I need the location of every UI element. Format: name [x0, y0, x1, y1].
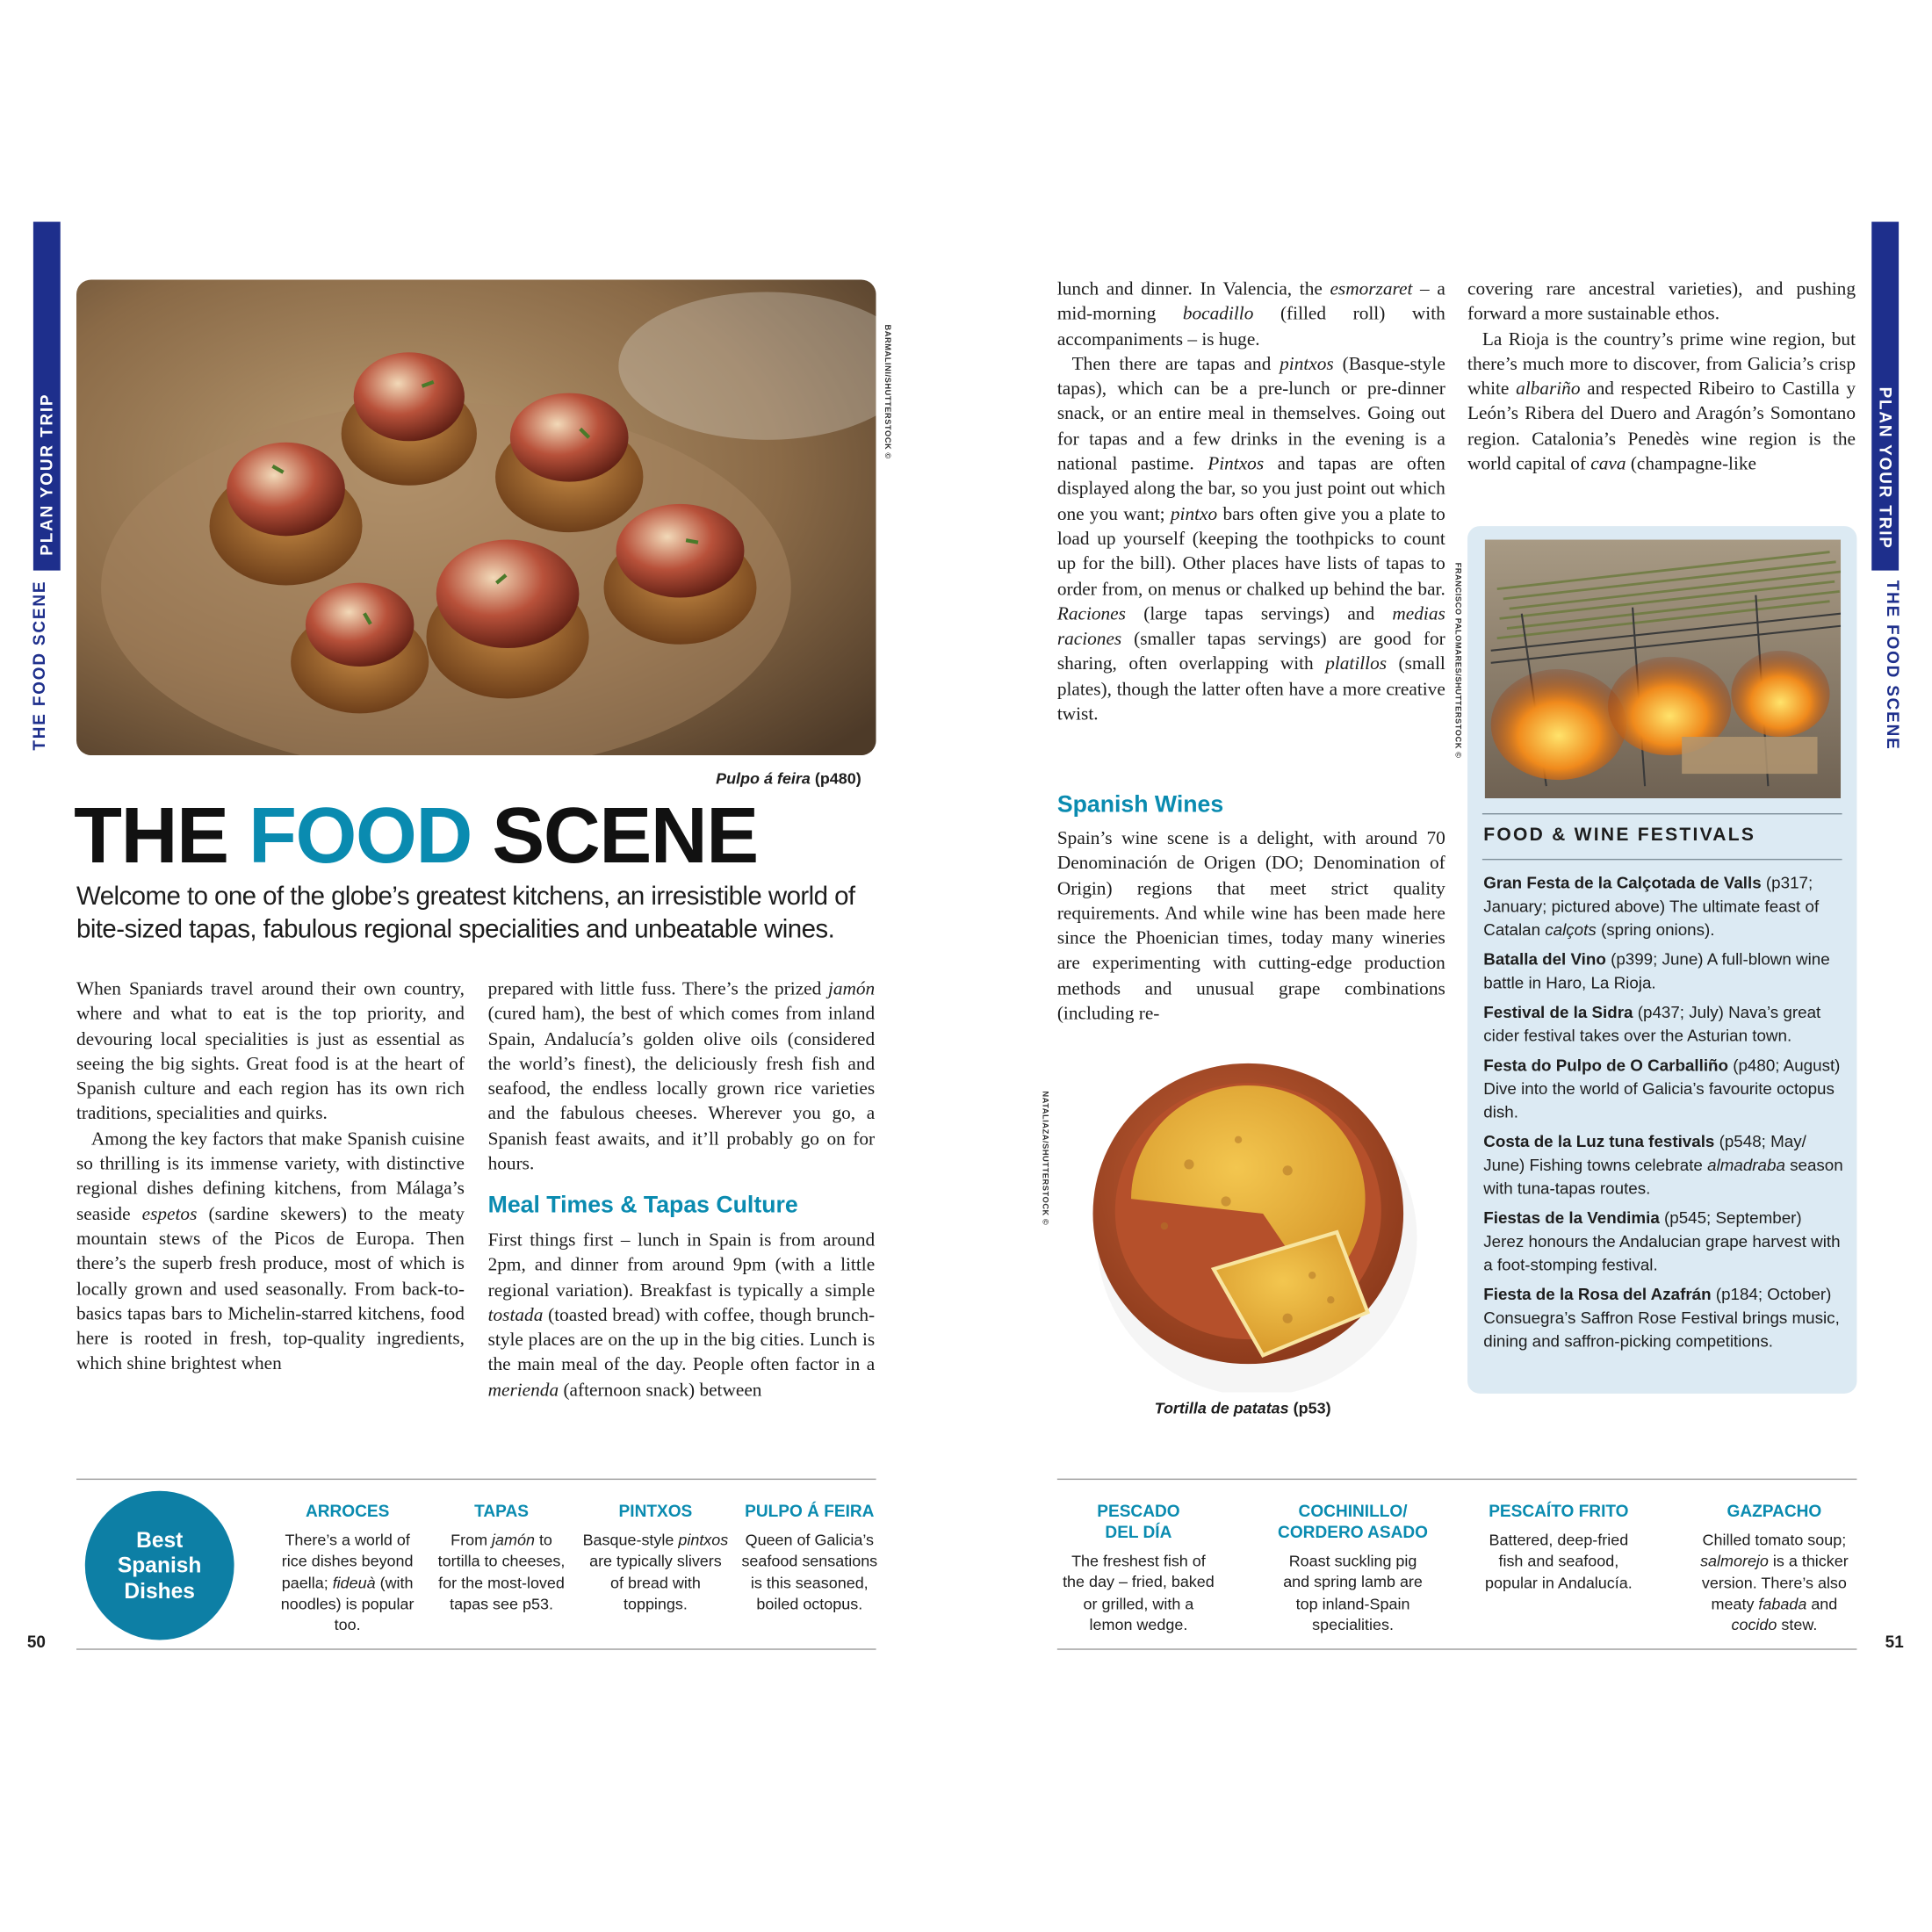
col2-p2a: First things first – lunch in Spain is from around 2pm, and dinner from around 9pm (with a little regional variation). Breakfast is typically a simple	[487, 1229, 876, 1301]
col3-p1a: lunch and dinner. In Valencia, the	[1056, 278, 1330, 299]
dish-desc-part: to tortilla to cheeses, for the most-loved tapas see p53.	[437, 1530, 566, 1613]
col3-p2-i6: platillos	[1325, 653, 1388, 675]
page-number-left: 50	[26, 1633, 46, 1652]
dish-desc-part: stew.	[1777, 1615, 1818, 1634]
col2-para-1	[488, 977, 876, 1178]
col3-para-1	[1057, 278, 1445, 352]
festival-item	[1483, 948, 1843, 994]
col4-p2-i2: cava	[1590, 453, 1626, 475]
title-part-2: FOOD	[249, 790, 472, 880]
festival-name: Batalla del Vino	[1483, 949, 1606, 969]
octopus-photo-art	[76, 279, 876, 755]
spanish-wines-subhead: Spanish Wines	[1056, 792, 1224, 818]
col3-para-3: Spain’s wine scene is a delight, with around 70 Denominación de Origen (DO; Denomination of Origin) regions that meet strict quality requirements. And while wine has been made here since the Phoenician times, today many wineries are experimenting with cutting-edge production methods and unusual grape combinations (including re-	[1056, 827, 1445, 1025]
left-tab-label: PLAN YOUR TRIP	[37, 393, 56, 556]
right-tab-label: PLAN YOUR TRIP	[1876, 386, 1895, 550]
calcotada-photo	[1485, 540, 1841, 799]
title-part-1: THE	[74, 790, 249, 880]
col3-p2f: (smaller tapas servings) are good for sharing, often overlapping with	[1056, 628, 1445, 675]
dish-desc-italic: salmorejo	[1700, 1551, 1769, 1570]
col3-p2c: and tapas are often displayed along the bar, so you just point out which one you want;	[1056, 453, 1445, 525]
col1-p2b: (sardine skewers) to the meaty mountain stews of the Picos de Europa. Then there’s the superb fresh produce, most of which is locally grown and used seasonally. From back-to-basics tapas bars to Michelin-starred kitchens, food here is rooted in fresh, top-quality ingredients, which shine brightest when	[76, 1203, 465, 1375]
col3-p2a: Then there are tapas and	[1071, 353, 1280, 375]
dish-desc-part: From	[451, 1530, 493, 1549]
dish-desc-italic: jamón	[492, 1530, 535, 1549]
dish-name: PESCAÍTO FRITO	[1489, 1502, 1629, 1521]
dish-desc-italic: cocido	[1731, 1615, 1777, 1634]
intro-text: Welcome to one of the globe’s greatest kitchens, an irresistible world of bite-sized tapas, fabulous regional specialities and unbeatable wines.	[76, 882, 855, 944]
dish-desc-part: and	[1806, 1594, 1838, 1613]
dish-gazpacho	[1696, 1501, 1854, 1636]
tortilla-photo-art	[1078, 1054, 1436, 1393]
col3-p2g: (small plates), though the latter often have a more creative twist.	[1056, 653, 1445, 725]
col2-para-2	[488, 1229, 876, 1403]
hero-photo-credit: BARMALINI/SHUTTERSTOCK ©	[883, 324, 892, 459]
hero-caption-ref: (p480)	[810, 768, 861, 788]
tortilla-photo	[1078, 1054, 1436, 1393]
dish-pintxos	[581, 1501, 729, 1614]
dish-name: GAZPACHO	[1727, 1502, 1822, 1521]
col3-p2-i1: pintxos	[1280, 353, 1334, 375]
festivals-rule-bottom	[1482, 859, 1842, 860]
dish-desc: Roast suckling pig and spring lamb are top inland-Spain specialities.	[1283, 1551, 1423, 1634]
dish-desc: The freshest fish of the day – fried, baked or grilled, with a lemon wedge.	[1063, 1551, 1215, 1634]
col2-p1b: (cured ham), the best of which comes from inland Spain, Andalucía’s golden olive oils (considered the world’s finest), the deliciously fresh fish and seafood, the endless locally grown rice varieties and the fabulous cheeses. Wherever you go, a Spanish feast awaits, and it’ll probably go on for hours.	[487, 1003, 876, 1175]
festival-desc: (p184; October) Consuegra’s Saffron Rose Festival brings music, dining and saffron-picking competitions.	[1483, 1285, 1840, 1351]
col1-para-2	[76, 1127, 465, 1377]
festival-name: Costa de la Luz tuna festivals	[1483, 1132, 1715, 1151]
meal-times-subhead: Meal Times & Tapas Culture	[487, 1193, 798, 1219]
festival-name: Festival de la Sidra	[1483, 1003, 1633, 1022]
col4-para-1: covering rare ancestral varieties), and pushing forward a more sustainable ethos.	[1467, 278, 1856, 325]
body-column-1	[76, 977, 465, 1378]
dish-cochinillo	[1274, 1501, 1432, 1635]
body-column-3	[1057, 278, 1445, 728]
festival-name: Gran Festa de la Calçotada de Valls	[1483, 873, 1762, 892]
dish-desc-part: (with noodles) is popular too.	[280, 1573, 415, 1634]
col1-para-1: When Spaniards travel around their own country, where and what to eat is the top priority, and devouring local specialities is just as essential as seeing the big sights. Great food is at the heart of Spanish culture and each region has its own rich traditions, specialities and quirks.	[76, 978, 465, 1125]
festival-item	[1483, 871, 1843, 941]
festivals-rule-top	[1482, 813, 1842, 814]
dish-name: COCHINILLO/ CORDERO ASADO	[1278, 1502, 1429, 1542]
col3-p2e: (large tapas servings) and	[1125, 603, 1393, 625]
festivals-list	[1483, 871, 1843, 1359]
festival-name: Fiestas de la Vendimia	[1483, 1208, 1660, 1228]
dish-desc: Battered, deep-fried fish and seafood, popular in Andalucía.	[1485, 1530, 1633, 1592]
col2-p1a: prepared with little fuss. There’s the prized	[487, 978, 828, 999]
col1-p2a: Among the key factors that make Spanish cuisine so thrilling is its immense variety, with distinctive regional dishes defining kitchens, from Málaga’s seaside	[76, 1128, 465, 1225]
festival-desc: (p399; June) A full-blown wine battle in Haro, La Rioja.	[1483, 949, 1830, 992]
festival-item	[1483, 1054, 1843, 1124]
dish-desc	[581, 1529, 729, 1614]
col4-p2-i1: albariño	[1516, 378, 1581, 400]
col3-p2d: bars often give you a plate to load up yourself (keeping the toothpicks to count up for the bill). Other places have lists of tapas to order from, on menus or chalked up behind the bar.	[1056, 503, 1445, 600]
festival-desc: (p545; September) Jerez honours the Andalucian grape harvest with a foot-stomping festival.	[1483, 1208, 1841, 1274]
col3-p1b: – a mid-morning	[1056, 278, 1445, 325]
col2-p2-italic-2: merienda	[487, 1380, 559, 1401]
dish-name: ARROCES	[305, 1502, 390, 1521]
festival-desc: (p548; May/ June) Fishing towns celebrate	[1483, 1132, 1806, 1175]
title-part-3: SCENE	[471, 790, 758, 880]
octopus-photo	[76, 279, 876, 755]
dish-pulpo	[736, 1501, 883, 1614]
col3-p2-i2: Pintxos	[1208, 453, 1265, 475]
dish-pescaito	[1480, 1501, 1638, 1593]
tapa-bread-5	[426, 540, 588, 699]
festival-item	[1483, 1207, 1843, 1277]
col3-para-2	[1057, 352, 1445, 727]
dish-desc-part: Chilled tomato soup;	[1702, 1530, 1847, 1549]
dish-pescado	[1060, 1501, 1218, 1635]
col2-p1-italic: jamón	[827, 978, 876, 999]
page-title	[74, 789, 758, 883]
dish-name: PESCADO DEL DÍA	[1097, 1502, 1180, 1542]
page-number-right: 51	[1885, 1633, 1904, 1652]
hero-caption-italic: Pulpo á feira	[716, 768, 811, 788]
dish-desc-part: is a thicker version. There’s also meaty	[1701, 1551, 1849, 1613]
festivals-heading: FOOD & WINE FESTIVALS	[1483, 824, 1756, 846]
tortilla-photo-caption	[1155, 1398, 1331, 1417]
calcotada-photo-art	[1485, 540, 1841, 799]
col2-p2-italic-1: tostada	[487, 1304, 544, 1326]
col2-p2c: (afternoon snack) between	[559, 1380, 762, 1401]
festival-desc: (p437; July) Nava’s great cider festival takes over the Asturian town.	[1483, 1003, 1821, 1045]
dish-tapas	[428, 1501, 575, 1614]
festival-item	[1483, 1000, 1843, 1047]
best-dishes-badge-label: Best Spanish Dishes	[117, 1527, 202, 1604]
col1-p2-italic: espetos	[141, 1203, 198, 1225]
col4-para-2	[1467, 328, 1856, 478]
col4-p2b: and respected Ribeiro to Castilla y León’s Ribera del Duero and Aragón’s Somontano region. Catalonia’s Penedès wine region is the world capital of	[1467, 378, 1856, 475]
left-strip-rule-bottom	[76, 1648, 876, 1649]
dish-desc-part: are typically slivers of bread with toppings.	[589, 1551, 722, 1613]
body-column-2	[488, 977, 876, 1178]
tortilla-photo-credit: NATALIAZA/SHUTTERSTOCK ©	[1040, 1091, 1049, 1226]
body-column-2b	[488, 1229, 876, 1403]
dish-desc	[428, 1529, 575, 1614]
festival-name: Festa do Pulpo de O Carballiño	[1483, 1056, 1729, 1075]
festival-desc-italic: calçots	[1545, 920, 1597, 940]
tortilla-caption-ref: (p53)	[1288, 1398, 1331, 1417]
body-column-4	[1467, 278, 1856, 478]
col4-p2c: (champagne-like	[1626, 453, 1757, 475]
festival-desc-end: season with tuna-tapas routes.	[1483, 1156, 1843, 1198]
col3-p1-italic-1: esmorzaret	[1330, 278, 1413, 299]
col2-p2b: (toasted bread) with coffee, though brunch-style places are on the up in the big cities. Lunch is the main meal of the day. People often factor in a	[487, 1304, 876, 1376]
left-section-label: THE FOOD SCENE	[30, 580, 49, 751]
body-column-3b	[1057, 826, 1445, 1027]
tapa-bread-4	[603, 504, 756, 645]
festival-item	[1483, 1283, 1843, 1353]
best-dishes-badge	[85, 1491, 234, 1640]
right-strip-rule-top	[1057, 1479, 1857, 1480]
right-strip-rule-bottom	[1057, 1648, 1857, 1649]
festival-desc-italic: almadraba	[1707, 1156, 1785, 1175]
festival-item	[1483, 1130, 1843, 1200]
col3-p1-italic-2: bocadillo	[1182, 303, 1254, 325]
fire-photo-credit: FRANCISCO PALOMARES/SHUTTERSTOCK ©	[1453, 562, 1462, 759]
festival-desc: (p317; January; pictured above) The ultimate feast of Catalan	[1483, 873, 1820, 940]
col3-p2-i5: medias raciones	[1056, 603, 1445, 650]
col3-p1c: (filled roll) with accompaniments – is huge.	[1056, 303, 1445, 350]
right-section-label: THE FOOD SCENE	[1883, 580, 1902, 751]
dish-desc-part: There’s a world of rice dishes beyond paella;	[281, 1530, 414, 1592]
festival-desc: (p480; August) Dive into the world of Galicia’s favourite octopus dish.	[1483, 1056, 1841, 1121]
tortilla-caption-italic: Tortilla de patatas	[1154, 1398, 1289, 1417]
dish-desc: Queen of Galicia’s seafood sensations is this seasoned, boiled octopus.	[741, 1530, 878, 1613]
hero-photo-caption	[716, 769, 861, 788]
dish-desc-italic: fideuà	[332, 1573, 376, 1592]
festival-name: Fiesta de la Rosa del Azafrán	[1483, 1285, 1712, 1304]
col3-p2b: (Basque-style tapas), which can be a pre-lunch or pre-dinner snack, or an entire meal in themselves. Going out for tapas and a few drinks in the evening is a national pastime.	[1056, 353, 1445, 475]
dish-desc-part: Basque-style	[582, 1530, 679, 1549]
dish-name: PULPO Á FEIRA	[745, 1502, 875, 1521]
col3-p2-i3: pintxo	[1170, 503, 1218, 525]
dish-name: TAPAS	[474, 1502, 529, 1521]
dish-desc-italic: fabada	[1758, 1594, 1807, 1613]
dish-name: PINTXOS	[618, 1502, 693, 1521]
col3-p2-i4: Raciones	[1056, 603, 1126, 625]
dish-desc	[273, 1529, 421, 1635]
dish-arroces	[273, 1501, 421, 1636]
dish-desc	[1696, 1529, 1854, 1635]
col4-p2a: La Rioja is the country’s prime wine region, but there’s much more to discover, from Galicia’s crisp white	[1467, 328, 1856, 400]
festival-desc-end: (spring onions).	[1596, 920, 1715, 940]
dish-desc-italic: pintxos	[678, 1530, 729, 1549]
left-strip-rule-top	[76, 1479, 876, 1480]
